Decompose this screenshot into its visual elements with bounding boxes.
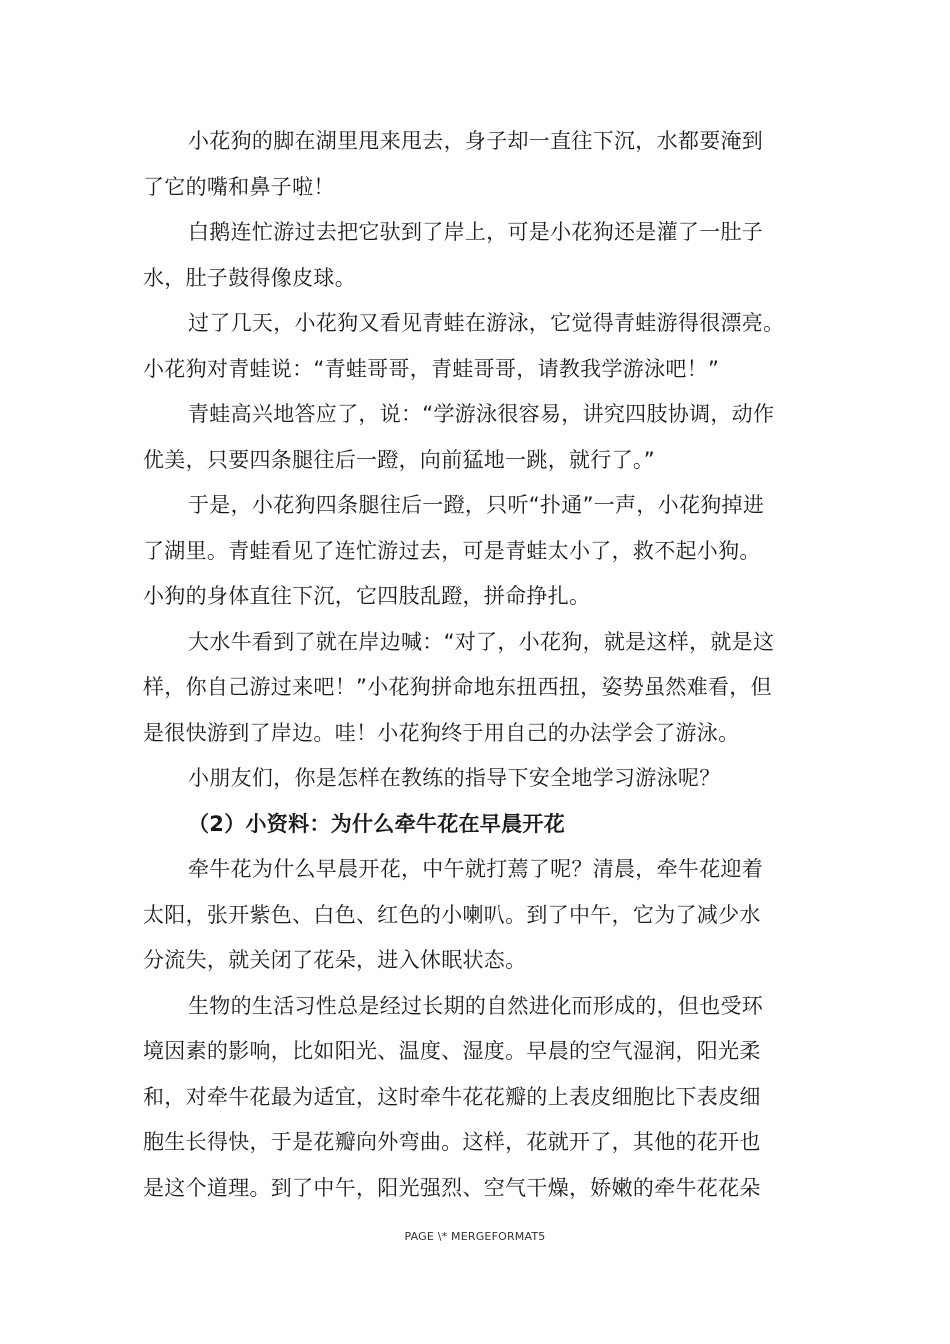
page-footer: PAGE \* MERGEFORMAT5	[404, 1230, 546, 1243]
text-line: 白鹅连忙游过去把它驮到了岸上，可是小花狗还是灌了一肚子	[188, 220, 764, 244]
text-line: 小朋友们，你是怎样在教练的指导下安全地学习游泳呢？	[188, 766, 721, 790]
section-heading: （2）小资料：为什么牵牛花在早晨开花	[188, 811, 566, 836]
text-line: 青蛙高兴地答应了，说：“学游泳很容易，讲究四肢协调，动作	[188, 402, 775, 426]
paragraph-3	[143, 301, 813, 392]
text-line: 过了几天，小花狗又看见青蛙在游泳，它觉得青蛙游得很漂亮。	[188, 311, 785, 335]
text-line: 牵牛花为什么早晨开花，中午就打蔫了呢？清晨，牵牛花迎着	[188, 857, 764, 881]
text-line: 小花狗的脚在湖里甩来甩去，身子却一直往下沉，水都要淹到	[188, 129, 764, 153]
paragraph-5	[143, 483, 813, 620]
text-line: 太阳，张开紫色、白色、红色的小喇叭。到了中午，它为了减少水	[143, 902, 761, 927]
paragraph-6	[143, 620, 813, 757]
text-line: 水，肚子鼓得像皮球。	[143, 265, 356, 290]
text-line: 和，对牵牛花最为适宜，这时牵牛花花瓣的上表皮细胞比下表皮细	[143, 1084, 761, 1109]
text-line: 小狗的身体直往下沉，它四肢乱蹬，拼命挣扎。	[143, 584, 591, 608]
text-line: 了它的嘴和鼻子啦！	[143, 174, 335, 199]
paragraph-8	[143, 847, 813, 984]
document-body	[143, 119, 813, 1211]
text-line: 大水牛看到了就在岸边喊：“对了，小花狗，就是这样，就是这	[188, 629, 775, 654]
text-line: 胞生长得快，于是花瓣向外弯曲。这样，花就开了，其他的花开也	[143, 1130, 761, 1154]
text-line: 了湖里。青蛙看见了连忙游过去，可是青蛙太小了，救不起小狗。	[143, 538, 761, 563]
paragraph-9	[143, 984, 813, 1212]
paragraph-7	[143, 756, 813, 802]
text-line: 优美，只要四条腿往后一蹬，向前猛地一跳，就行了。”	[143, 447, 655, 472]
text-line: 是这个道理。到了中午，阳光强烈、空气干燥，娇嫩的牵牛花花朵	[143, 1175, 761, 1200]
text-line: 样，你自己游过来吧！”小花狗拼命地东扭西扭，姿势虽然难看，但	[143, 675, 772, 699]
text-line: 是很快游到了岸边。哇！小花狗终于用自己的办法学会了游泳。	[143, 720, 740, 745]
text-line: 生物的生活习性总是经过长期的自然进化而形成的，但也受环	[188, 993, 764, 1018]
paragraph-2	[143, 210, 813, 301]
text-line: 境因素的影响，比如阳光、温度、湿度。早晨的空气湿润，阳光柔	[143, 1039, 761, 1063]
paragraph-1	[143, 119, 813, 210]
text-line: 分流失，就关闭了花朵，进入休眠状态。	[143, 948, 527, 972]
text-line: 于是，小花狗四条腿往后一蹬，只听“扑通”一声，小花狗掉进	[188, 493, 765, 517]
text-line: 小花狗对青蛙说：“青蛙哥哥，青蛙哥哥，请教我学游泳吧！”	[143, 356, 720, 381]
paragraph-4	[143, 392, 813, 483]
